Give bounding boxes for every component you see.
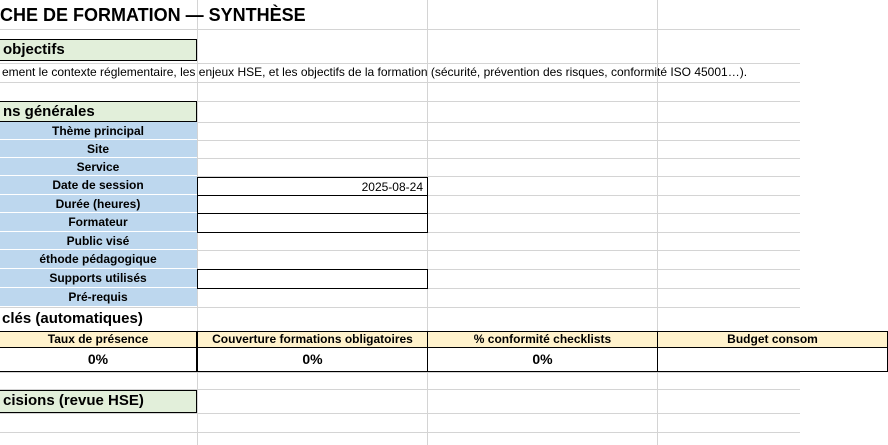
field-label-prerequis[interactable]: Pré-requis [0, 288, 197, 307]
field-label-methode[interactable]: éthode pédagogique [0, 250, 197, 269]
page-title: CHE DE FORMATION — SYNTHÈSE [0, 5, 306, 25]
field-label-public[interactable]: Public visé [0, 232, 197, 250]
section-header-kpi[interactable]: clés (automatiques) [2, 310, 143, 327]
gridline [0, 307, 800, 308]
field-label-formateur[interactable]: Formateur [0, 213, 197, 232]
kpi-header-budget[interactable]: Budget consom [657, 331, 888, 348]
kpi-header-presence[interactable]: Taux de présence [0, 331, 197, 348]
section-header-decisions[interactable]: cisions (revue HSE) [0, 390, 197, 413]
kpi-value-couverture[interactable]: 0% [197, 347, 428, 372]
field-label-theme[interactable]: Thème principal [0, 122, 197, 140]
field-label-date[interactable]: Date de session [0, 176, 197, 195]
formateur-value[interactable] [197, 213, 428, 233]
kpi-header-conformite[interactable]: % conformité checklists [427, 331, 658, 348]
gridline [0, 82, 800, 83]
kpi-value-budget[interactable] [657, 347, 888, 372]
field-label-duree[interactable]: Durée (heures) [0, 195, 197, 213]
section-header-objectifs[interactable]: objectifs [0, 39, 197, 61]
field-label-supports[interactable]: Supports utilisés [0, 269, 197, 288]
date-session-value[interactable]: 2025-08-24 [197, 177, 428, 196]
field-label-service[interactable]: Service [0, 158, 197, 176]
field-label-site[interactable]: Site [0, 140, 197, 158]
kpi-value-conformite[interactable]: 0% [427, 347, 658, 372]
gridline [0, 413, 800, 414]
duree-value[interactable] [197, 195, 428, 214]
section-header-generales[interactable]: ns générales [0, 101, 197, 122]
kpi-header-couverture[interactable]: Couverture formations obligatoires [197, 331, 428, 348]
gridline [0, 432, 800, 433]
gridline [0, 372, 800, 373]
objectifs-text[interactable]: ement le contexte réglementaire, les enjeux HSE, et les objectifs de la formation (sécurité, prévention des risques, conformité ISO 45001…). [2, 65, 748, 79]
gridline [0, 29, 800, 30]
kpi-value-presence[interactable]: 0% [0, 347, 197, 372]
supports-value[interactable] [197, 269, 428, 289]
